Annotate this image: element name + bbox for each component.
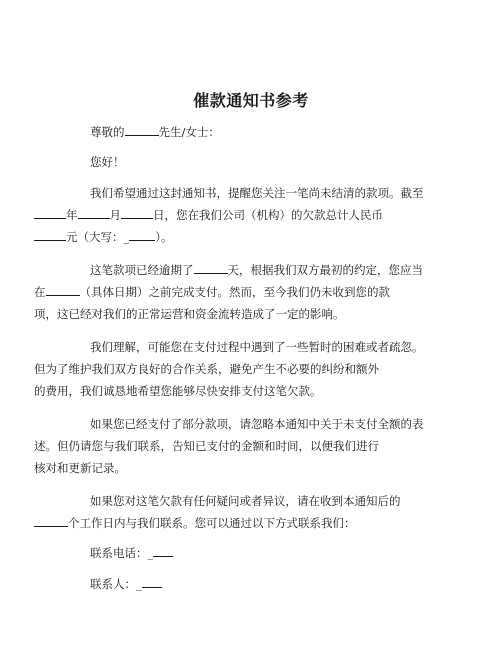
close-paren: ）。 xyxy=(155,230,173,244)
contact-phone xyxy=(62,542,440,564)
contact-person-blank xyxy=(142,575,162,588)
amount-blank xyxy=(34,228,66,241)
document-title: 催款通知书参考 xyxy=(193,91,309,110)
salutation xyxy=(62,121,440,143)
salutation-prefix: 尊敬的 xyxy=(90,125,125,139)
paragraph-reminder xyxy=(62,182,440,248)
capital-amount-blank xyxy=(129,228,155,241)
salutation-suffix: 先生/女士： xyxy=(158,125,220,139)
greeting: 您好！ xyxy=(90,155,125,169)
underscore-mark: _ xyxy=(123,230,130,244)
contact-person-label: 联系人： xyxy=(90,577,136,591)
contact-phone-label: 联系电话： xyxy=(90,546,148,560)
p5-line2-after: 个工作日内与我们联系。您可以通过以下方式联系我们： xyxy=(68,516,356,530)
paragraph-dispute xyxy=(62,490,440,534)
contact-phone-blank xyxy=(153,544,173,557)
year-suffix: 年 xyxy=(66,208,78,222)
yuan-text: 元（大写： xyxy=(66,230,124,244)
p2-before: 这笔款项已经逾期了 xyxy=(90,263,194,277)
paragraph-understanding xyxy=(34,336,440,402)
paragraph-partial-payment xyxy=(34,413,440,479)
date-blank xyxy=(46,283,80,296)
workdays-blank xyxy=(34,514,68,527)
p1-line1: 我们希望通过这封通知书，提醒您关注一笔尚未结清的款项。截至 xyxy=(90,186,424,200)
p3-line2: 但为了维护我们双方良好的合作关系，避免产生不必要的纠纷和额外 xyxy=(34,362,379,376)
p2-line3: 项，这已经对我们的正常运营和资金流转造成了一定的影响。 xyxy=(34,307,345,321)
p4-line2: 述。但仍请您与我们联系，告知已支付的金额和时间，以便我们进行 xyxy=(34,439,379,453)
month-blank xyxy=(78,206,110,219)
contact-person xyxy=(62,573,440,595)
p4-line1: 如果您已经支付了部分款项，请忽略本通知中关于未支付全额的表 xyxy=(90,417,424,431)
p2-days-text: 天，根据我们双方最初的约定，您应当 xyxy=(227,263,423,277)
paragraph-overdue xyxy=(34,259,440,325)
month-suffix: 月 xyxy=(109,208,121,222)
p4-line3: 核对和更新记录。 xyxy=(34,461,126,475)
p2-line2-before: 在 xyxy=(34,285,46,299)
p2-line2-after: （具体日期）之前完成支付。然而，至今我们仍未收到您的款 xyxy=(79,285,390,299)
day-suffix: 日，您在我们公司（机构）的欠款总计人民币 xyxy=(153,208,383,222)
p3-line1: 我们理解，可能您在支付过程中遇到了一些暂时的困难或者疏忽。 xyxy=(90,340,424,354)
day-blank xyxy=(121,206,153,219)
year-blank xyxy=(34,206,66,219)
contact-person-underscore: _ xyxy=(136,577,142,591)
days-blank xyxy=(194,261,228,274)
p5-line1: 如果您对这笔欠款有任何疑问或者异议，请在收到本通知后的 xyxy=(90,494,401,508)
p3-line3: 的费用，我们诚恳地希望您能够尽快安排支付这笔欠款。 xyxy=(34,384,322,398)
contact-phone-underscore: _ xyxy=(147,546,154,560)
name-blank xyxy=(125,123,159,136)
